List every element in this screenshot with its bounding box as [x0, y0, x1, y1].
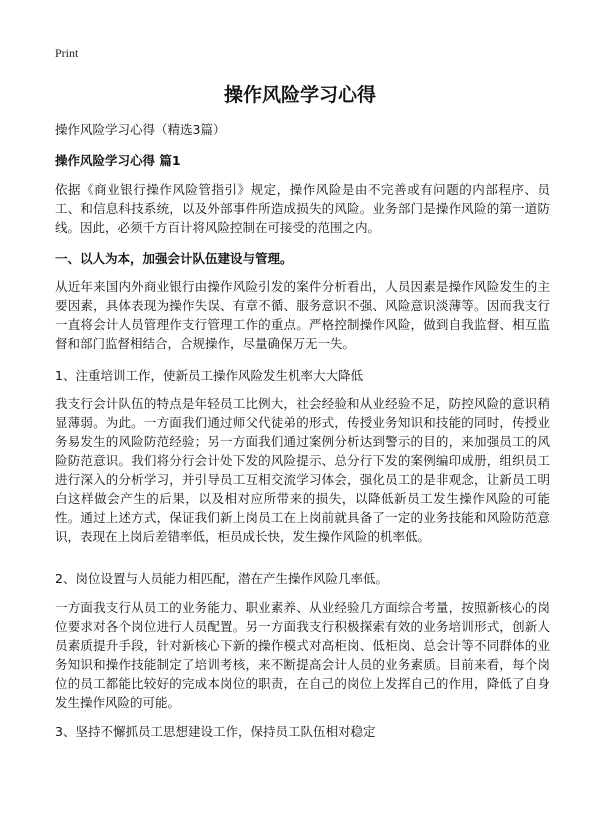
sub1-heading: 1、注重培训工作，使新员工操作风险发生机率大大降低	[55, 368, 363, 383]
document-subtitle: 操作风险学习心得（精选3篇）	[55, 122, 226, 137]
sub2-heading: 2、岗位设置与人员能力相匹配，潜在产生操作风险几率低。	[55, 571, 388, 586]
intro-paragraph: 依据《商业银行操作风险管指引》规定，操作风险是由不完善或有问题的内部程序、员工、和信息科技系统，以及外部事件所造成损失的风险。业务部门是操作风险的第一道防线。因此，必须千方百计将风险控制在可接受的范围之内。	[55, 182, 550, 235]
point1-heading: 一、以人为本，加强会计队伍建设与管理。	[55, 251, 293, 266]
point1-paragraph: 从近年来国内外商业银行由操作风险引发的案件分析看出，人员因素是操作风险发生的主要因素，具体表现为操作失误、有章不循、服务意识不强、风险意识淡薄等。因而我支行一直将会计人员管理作支行管理工作的重点。严格控制操作风险，做到自我监督、相互监督和部门监督相结合，合规操作，尽量确保万无一失。	[55, 279, 550, 351]
document-title: 操作风险学习心得	[223, 84, 376, 106]
sub1-paragraph: 我支行会计队伍的特点是年轻员工比例大，社会经验和从业经验不足，防控风险的意识稍显薄弱。为此。一方面我们通过师父代徒弟的形式，传授业务知识和技能的同时，传授业务易发生的风险防范经验；另一方面我们通过案例分析达到警示的目的，来加强员工的风险防范意识。我们将分行会计处下发的风险提示、总分行下发的案例编印成册，组织员工进行深入的分析学习，并引导员工互相交流学习体会，强化员工的是非观念，让新员工明白这样做会产生的后果，以及相对应所带来的损失，以降低新员工发生操作风险的可能性。通过上述方式，保证我们新上岗员工在上岗前就具备了一定的业务技能和风险防范意识，表现在上岗后差错率低，柜员成长快，发生操作风险的机率低。	[55, 396, 550, 544]
print-link[interactable]: Print	[55, 46, 79, 60]
section-heading: 操作风险学习心得 篇1	[55, 153, 181, 168]
sub3-heading: 3、坚持不懈抓员工思想建设工作，保持员工队伍相对稳定	[55, 724, 376, 739]
sub2-paragraph: 一方面我支行从员工的业务能力、职业素养、从业经验几方面综合考量，按照新核心的岗位要求对各个岗位进行人员配置。另一方面我支行积极探索有效的业务培训形式，创新人员素质提升手段，针对新核心下新的操作模式对高柜岗、低柜岗、总会计等不同群体的业务知识和操作技能制定了培训考核，来不断提高会计人员的业务素质。目前来看，每个岗位的员工都能比较好的完成本岗位的职责，在自己的岗位上发挥自己的作用，降低了自身发生操作风险的可能。	[55, 600, 550, 710]
